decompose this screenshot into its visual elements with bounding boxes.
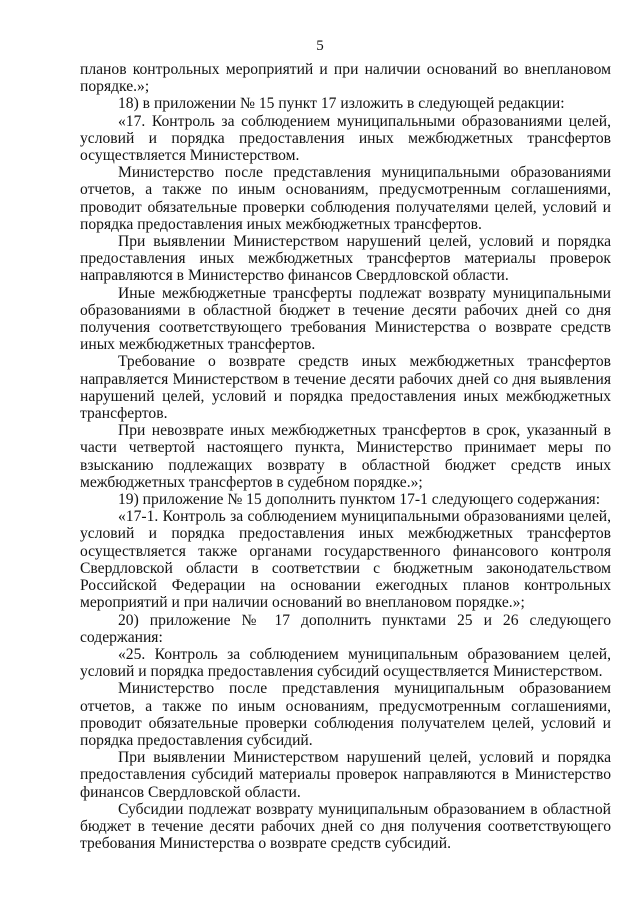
- paragraph-point-17: «17. Контроль за соблюдением муниципальными образованиями целей, условий и порядка предоставления иных межбюджетных трансфертов осуществляется Министерством.: [80, 112, 611, 165]
- paragraph-item-20: 20) приложение № 17 дополнить пунктами 25 и 26 следующего содержания:: [80, 611, 611, 646]
- paragraph-continuation: планов контрольных мероприятий и при наличии оснований во внеплановом порядке.»;: [80, 61, 611, 96]
- page-number: 5: [316, 38, 324, 54]
- paragraph-violations: При выявлении Министерством нарушений целей, условий и порядка предоставления иных межбюджетных трансфертов материалы проверок направляются в Министерство финансов Свердловской области.: [80, 233, 611, 285]
- paragraph-subsidy-violations: При выявлении Министерством нарушений целей, условий и порядка предоставления субсидий материалы проверок направляются в Министерство финансов Свердловской области.: [80, 749, 611, 801]
- paragraph-subsidy-return: Субсидии подлежат возврату муниципальным образованием в областной бюджет в течение десяти рабочих дней со дня получения соответствующего требования Министерства о возврате средств субсидий.: [80, 800, 611, 853]
- paragraph-point-17-1: «17-1. Контроль за соблюдением муниципальными образованиями целей, условий и порядка предоставления иных межбюджетных трансфертов осуществляется также органами государственного финансового контроля Свердловской области в соответствии с бюджетным законодательством Российской Федерации на основании ежегодных планов контрольных мероприятий и при наличии оснований во внеплановом порядке.»;: [80, 508, 611, 612]
- paragraph-inspections: Министерство после представления муниципальными образованиями отчетов, а также по иным основаниям, предусмотренным соглашениями, проводит обязательные проверки соблюдения получателями целей, условий и порядка предоставления иных межбюджетных трансфертов.: [80, 164, 611, 233]
- paragraph-requirement: Требование о возврате средств иных межбюджетных трансфертов направляется Министерством в течение десяти рабочих дней со дня выявления нарушений целей, условий и порядка предоставления иных межбюджетных трансфертов.: [80, 353, 611, 423]
- paragraph-subsidy-inspections: Министерство после представления муниципальным образованием отчетов, а также по иным основаниям, предусмотренным соглашениями, проводит обязательные проверки соблюдения получателем целей, условий и порядка предоставления субсидий.: [80, 680, 611, 749]
- paragraph-item-18: 18) в приложении № 15 пункт 17 изложить в следующей редакции:: [118, 95, 565, 113]
- paragraph-non-return: При невозврате иных межбюджетных трансфертов в срок, указанный в части четвертой настоящего пункта, Министерство принимает меры по взысканию подлежащих возврату в областной бюджет средств иных межбюджетных трансфертов в судебном порядке.»;: [80, 422, 611, 491]
- paragraph-return: Иные межбюджетные трансферты подлежат возврату муниципальными образованиями в областной бюджет в течение десяти рабочих дней со дня получения соответствующего требования Министерства о возврате средств иных межбюджетных трансфертов.: [80, 284, 611, 354]
- paragraph-point-25: «25. Контроль за соблюдением муниципальным образованием целей, условий и порядка предоставления субсидий осуществляется Министерством.: [80, 645, 611, 681]
- paragraph-item-19: 19) приложение № 15 дополнить пунктом 17-1 следующего содержания:: [118, 491, 601, 509]
- document-body: [80, 61, 611, 852]
